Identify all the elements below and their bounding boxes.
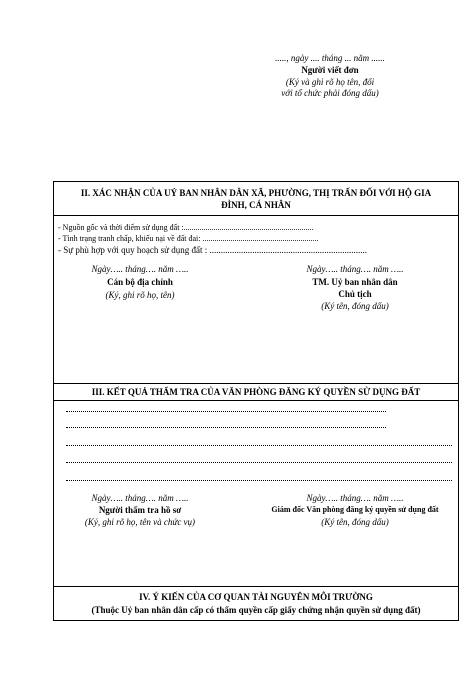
section2-title-2: ĐÌNH, CÁ NHÂN: [221, 200, 291, 210]
s2-left-note: (Ký, ghi rõ họ, tên): [105, 290, 175, 300]
s2-right-title-2: Chủ tịch: [338, 289, 372, 299]
applicant-title: Người viết đơn: [301, 65, 359, 75]
s2-right-title-1: TM. Uỷ ban nhân dân: [312, 277, 398, 287]
s2-left-title: Cán bộ địa chính: [107, 277, 173, 287]
s2-left-date: Ngày….. tháng…. năm …..: [91, 264, 189, 274]
section2-divider: [53, 215, 459, 216]
s3-right-date: Ngày….. tháng…. năm …..: [306, 493, 404, 503]
section4-top-divider: [53, 586, 459, 587]
section3-divider: [53, 400, 459, 401]
applicant-note-1: (Ký và ghi rõ họ tên, đối: [285, 77, 375, 87]
dispute-status-field: - Tình trạng tranh chấp, khiếu nại về đất đai: ..........................................................: [58, 234, 319, 243]
s2-right-date: Ngày….. tháng…. năm …..: [306, 264, 404, 274]
s3-left-date: Ngày….. tháng…. năm …..: [91, 493, 189, 503]
applicant-date-line: ....., ngày .... tháng ... năm ......: [275, 53, 385, 63]
result-line-4: [66, 462, 452, 463]
section3-top-divider: [53, 383, 459, 384]
s3-right-title: Giám đốc Văn phòng đăng ký quyền sử dụng đất: [271, 505, 439, 514]
section4-title: IV. Ý KIẾN CỦA CƠ QUAN TÀI NGUYÊN MÔI TRƯỜNG: [139, 592, 373, 602]
s3-left-note: (Ký, ghi rõ họ, tên và chức vụ): [84, 517, 196, 527]
applicant-note-2: với tổ chức phải đóng dấu): [281, 88, 379, 98]
s3-left-title: Người thẩm tra hồ sơ: [98, 505, 182, 515]
land-origin-field: - Nguồn gốc và thời điểm sử dụng đất :.................................................................: [58, 223, 314, 232]
result-line-3: [66, 445, 452, 446]
s2-right-note: (Ký tên, đóng dấu): [321, 301, 389, 311]
section3-title: III. KẾT QUẢ THẨM TRA CỦA VĂN PHÒNG ĐĂNG KÝ QUYỀN SỬ DỤNG ĐẤT: [91, 387, 421, 397]
result-line-5: [66, 480, 452, 481]
section2-title-1: II. XÁC NHẬN CỦA UỶ BAN NHÂN DÂN XÃ, PHƯỜNG, THỊ TRẤN ĐỐI VỚI HỘ GIA: [80, 188, 432, 198]
planning-conformity-field: - Sự phù hợp với quy hoạch sử dụng đất : ......................................................................: [58, 245, 368, 255]
result-line-2: [66, 427, 386, 428]
s3-right-note: (Ký tên, đóng dấu): [321, 517, 389, 527]
result-line-1: [66, 411, 386, 412]
section4-subtitle: (Thuộc Uỷ ban nhân dân cấp có thẩm quyền cấp giấy chứng nhận quyền sử dụng đất): [91, 605, 421, 615]
